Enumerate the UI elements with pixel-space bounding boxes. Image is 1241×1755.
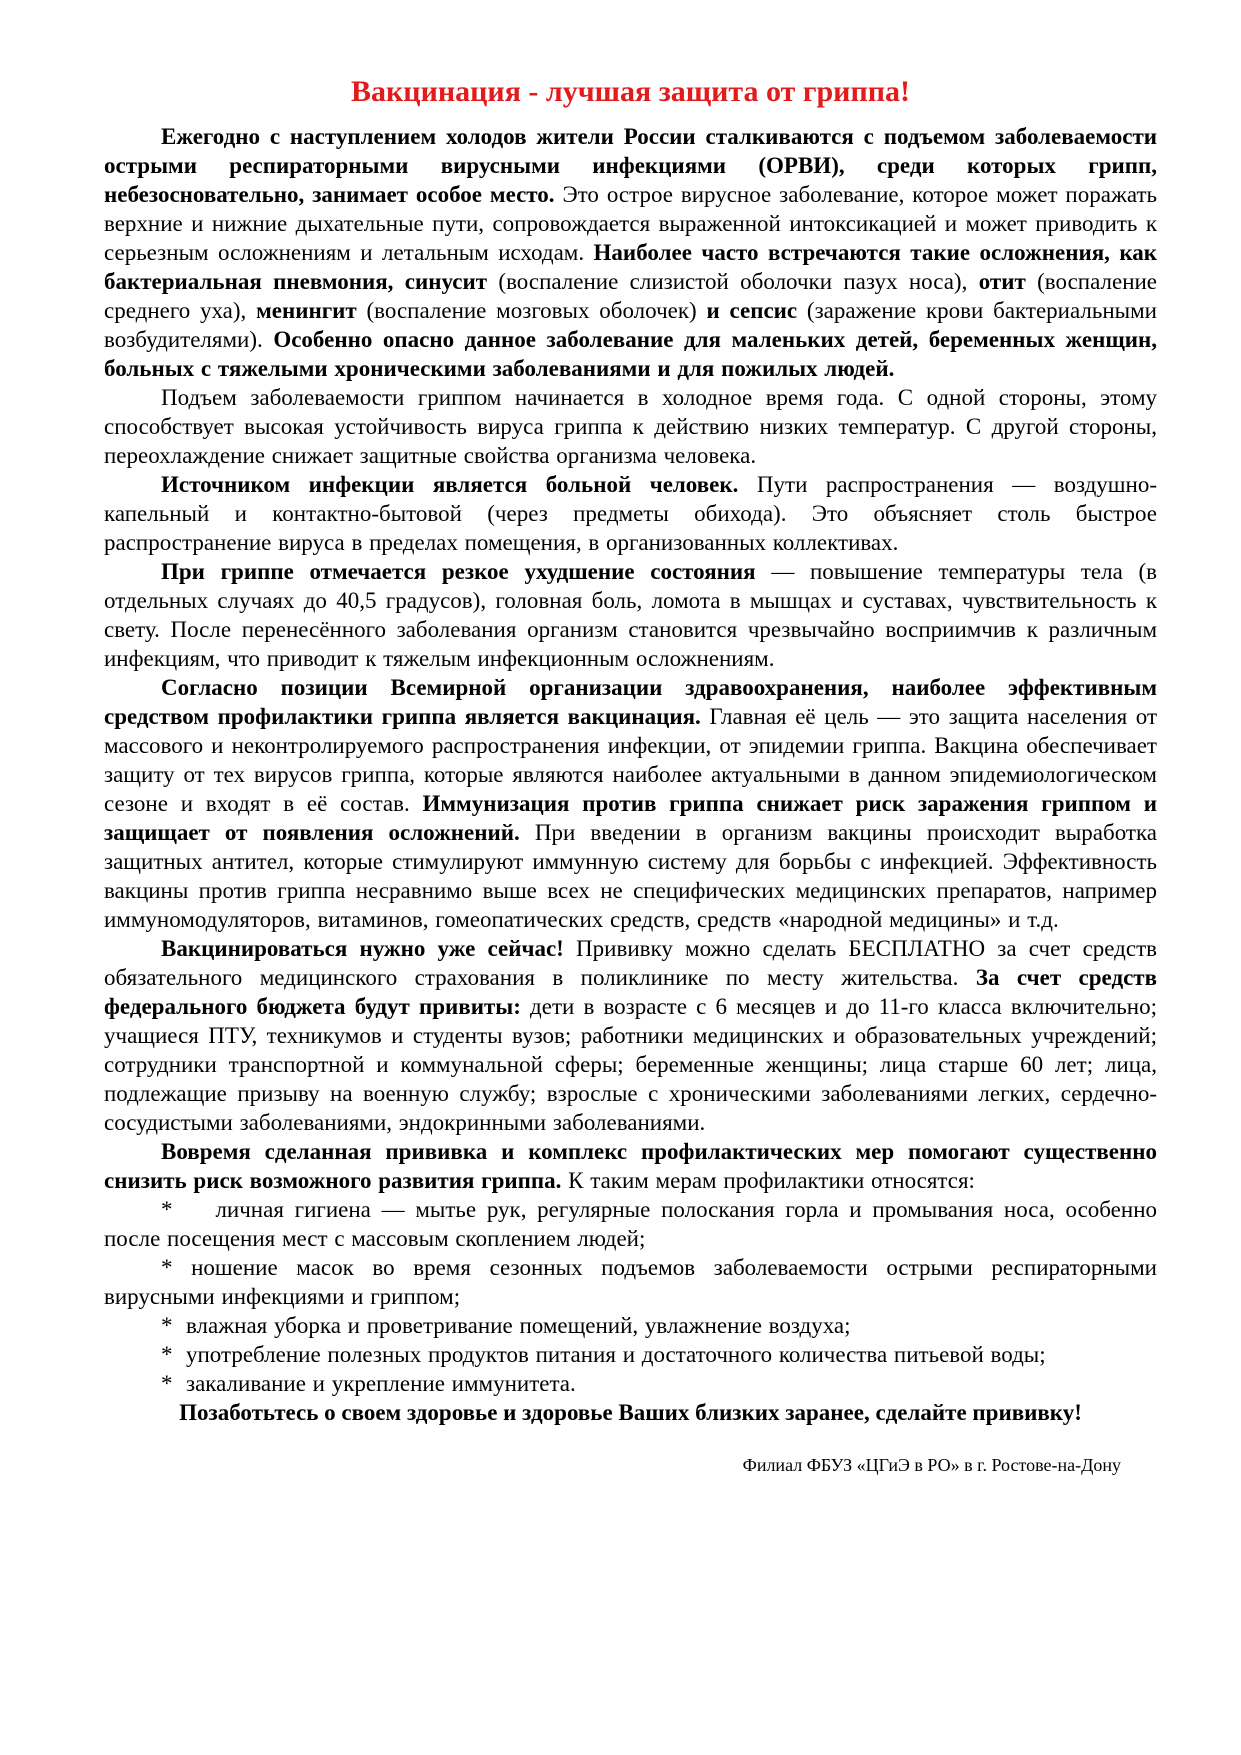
text-run: * употребление полезных продуктов питания и достаточного количества питьевой воды; [161,1342,1046,1367]
text-run: Вовремя сделанная прививка и комплекс профилактических мер помогают существенно снизить риск возможного развития гриппа. [104,1139,1157,1193]
text-run: Пути распространения — воздушно-капельный и контактно-бытовой (через предметы обихода). Это объясняет столь быстрое распространение вируса в пределах помещения, в организованных коллективах. [104,472,1157,555]
text-run: — повышение температуры тела (в отдельных случаях до 40,5 градусов), головная боль, ломота в мышцах и суставах, чувствительность к свету. После перенесённого заболевания организм становится чрезвычайно восприимчив к различным инфекциям, что приводит к тяжелым инфекционным осложнениям. [104,559,1157,671]
text-run: Источником инфекции является больной человек. [161,472,757,497]
paragraph [104,1340,1157,1369]
text-run: При гриппе отмечается резкое ухудшение состояния [161,559,772,584]
text-run: * закаливание и укрепление иммунитета. [161,1371,576,1396]
text-run: Ежегодно с наступлением холодов жители России сталкиваются с подъемом заболеваемости острыми респираторными вирусными инфекциями (ОРВИ), среди которых грипп, небезосновательно, занимает особое место. [104,124,1157,207]
paragraph [104,1311,1157,1340]
text-run: * влажная уборка и проветривание помещений, увлажнение воздуха; [161,1313,851,1338]
text-run: дети в возрасте с 6 месяцев и до 11-го класса включительно; учащиеся ПТУ, техникумов и студенты вузов; работники медицинских и образовательных учреждений; сотрудники транспортной и коммунальной сферы; беременные женщины; лица старше 60 лет; лица, подлежащие призыву на военную службу; взрослые с хроническими заболеваниями легких, сердечно-сосудистыми заболеваниями, эндокринными заболеваниями. [104,994,1157,1135]
text-run: Согласно позиции Всемирной организации здравоохранения, наиболее эффективным средством профилактики гриппа является вакцинация. [104,675,1157,729]
text-run: * личная гигиена — мытье рук, регулярные полоскания горла и промывания носа, особенно после посещения мест с массовым скоплением людей; [104,1197,1157,1251]
text-run: Наиболее часто встречаются такие осложнения, как бактериальная пневмония, синусит [104,240,1157,294]
text-run: За счет средств федерального бюджета будут привиты: [104,965,1158,1019]
text-run: Особенно опасно данное заболевание для маленьких детей, беременных женщин, больных с тяжелыми хроническими заболеваниями и для пожилых людей. [104,327,1158,381]
text-run: Вакцинироваться нужно уже сейчас! [161,936,577,961]
text-run: отит [978,269,1038,294]
text-run: менингит [256,298,367,323]
paragraph [104,557,1157,673]
text-run: К таким мерам профилактики относятся: [568,1168,975,1193]
paragraph [104,1137,1157,1195]
paragraph [104,383,1157,470]
text-run: Иммунизация против гриппа снижает риск заражения гриппом и защищает от появления осложнений. [104,791,1157,845]
text-run: Это острое вирусное заболевание, которое может поражать верхние и нижние дыхательные пути, сопровождается выраженной интоксикацией и может приводить к серьезным осложнениям и летальным исходам. [104,182,1157,265]
text-run: Главная её цель — это защита населения от массового и неконтролируемого распространения инфекции, от эпидемии гриппа. Вакцина обеспечивает защиту от тех вирусов гриппа, которые являются наиболее актуальными в данном эпидемиологическом сезоне и входят в её состав. [104,704,1158,816]
text-run: Прививку можно сделать БЕСПЛАТНО за счет средств обязательного медицинского страхования в поликлинике по месту жительства. [104,936,1157,990]
text-run: * ношение масок во время сезонных подъемов заболеваемости острыми респираторными вирусными инфекциями и гриппом; [104,1255,1157,1309]
text-run: Подъем заболеваемости гриппом начинается в холодное время года. С одной стороны, этому способствует высокая устойчивость вируса гриппа к действию низких температур. С другой стороны, переохлаждение снижает защитные свойства организма человека. [104,385,1157,468]
paragraph [104,122,1157,383]
text-run: (воспаление слизистой оболочки пазух носа), [498,269,979,294]
text-run: При введении в организм вакцины происходит выработка защитных антител, которые стимулируют иммунную систему для борьбы с инфекцией. Эффективность вакцины против гриппа несравнимо выше всех не специфических медицинских препаратов, например иммуномодуляторов, витаминов, гомеопатических средств, средств «народной медицины» и т.д. [104,820,1157,932]
paragraph [104,1369,1157,1398]
paragraph [104,673,1157,934]
text-run: и сепсис [706,298,807,323]
paragraph [104,1253,1157,1311]
page-title: Вакцинация - лучшая защита от гриппа! [350,75,910,108]
paragraph [104,470,1157,557]
paragraph [104,1195,1157,1253]
closing-line: Позаботьтесь о своем здоровье и здоровье Ваших близких заранее, сделайте прививку! [179,1400,1082,1425]
footer-credit: Филиал ФБУЗ «ЦГиЭ в РО» в г. Ростове-на-Дону [742,1455,1121,1475]
text-run: (воспаление среднего уха), [104,269,1158,323]
text-run: (заражение крови бактериальными возбудителями). [104,298,1157,352]
document-body [104,122,1157,1398]
text-run: (воспаление мозговых оболочек) [366,298,707,323]
paragraph [104,934,1157,1137]
